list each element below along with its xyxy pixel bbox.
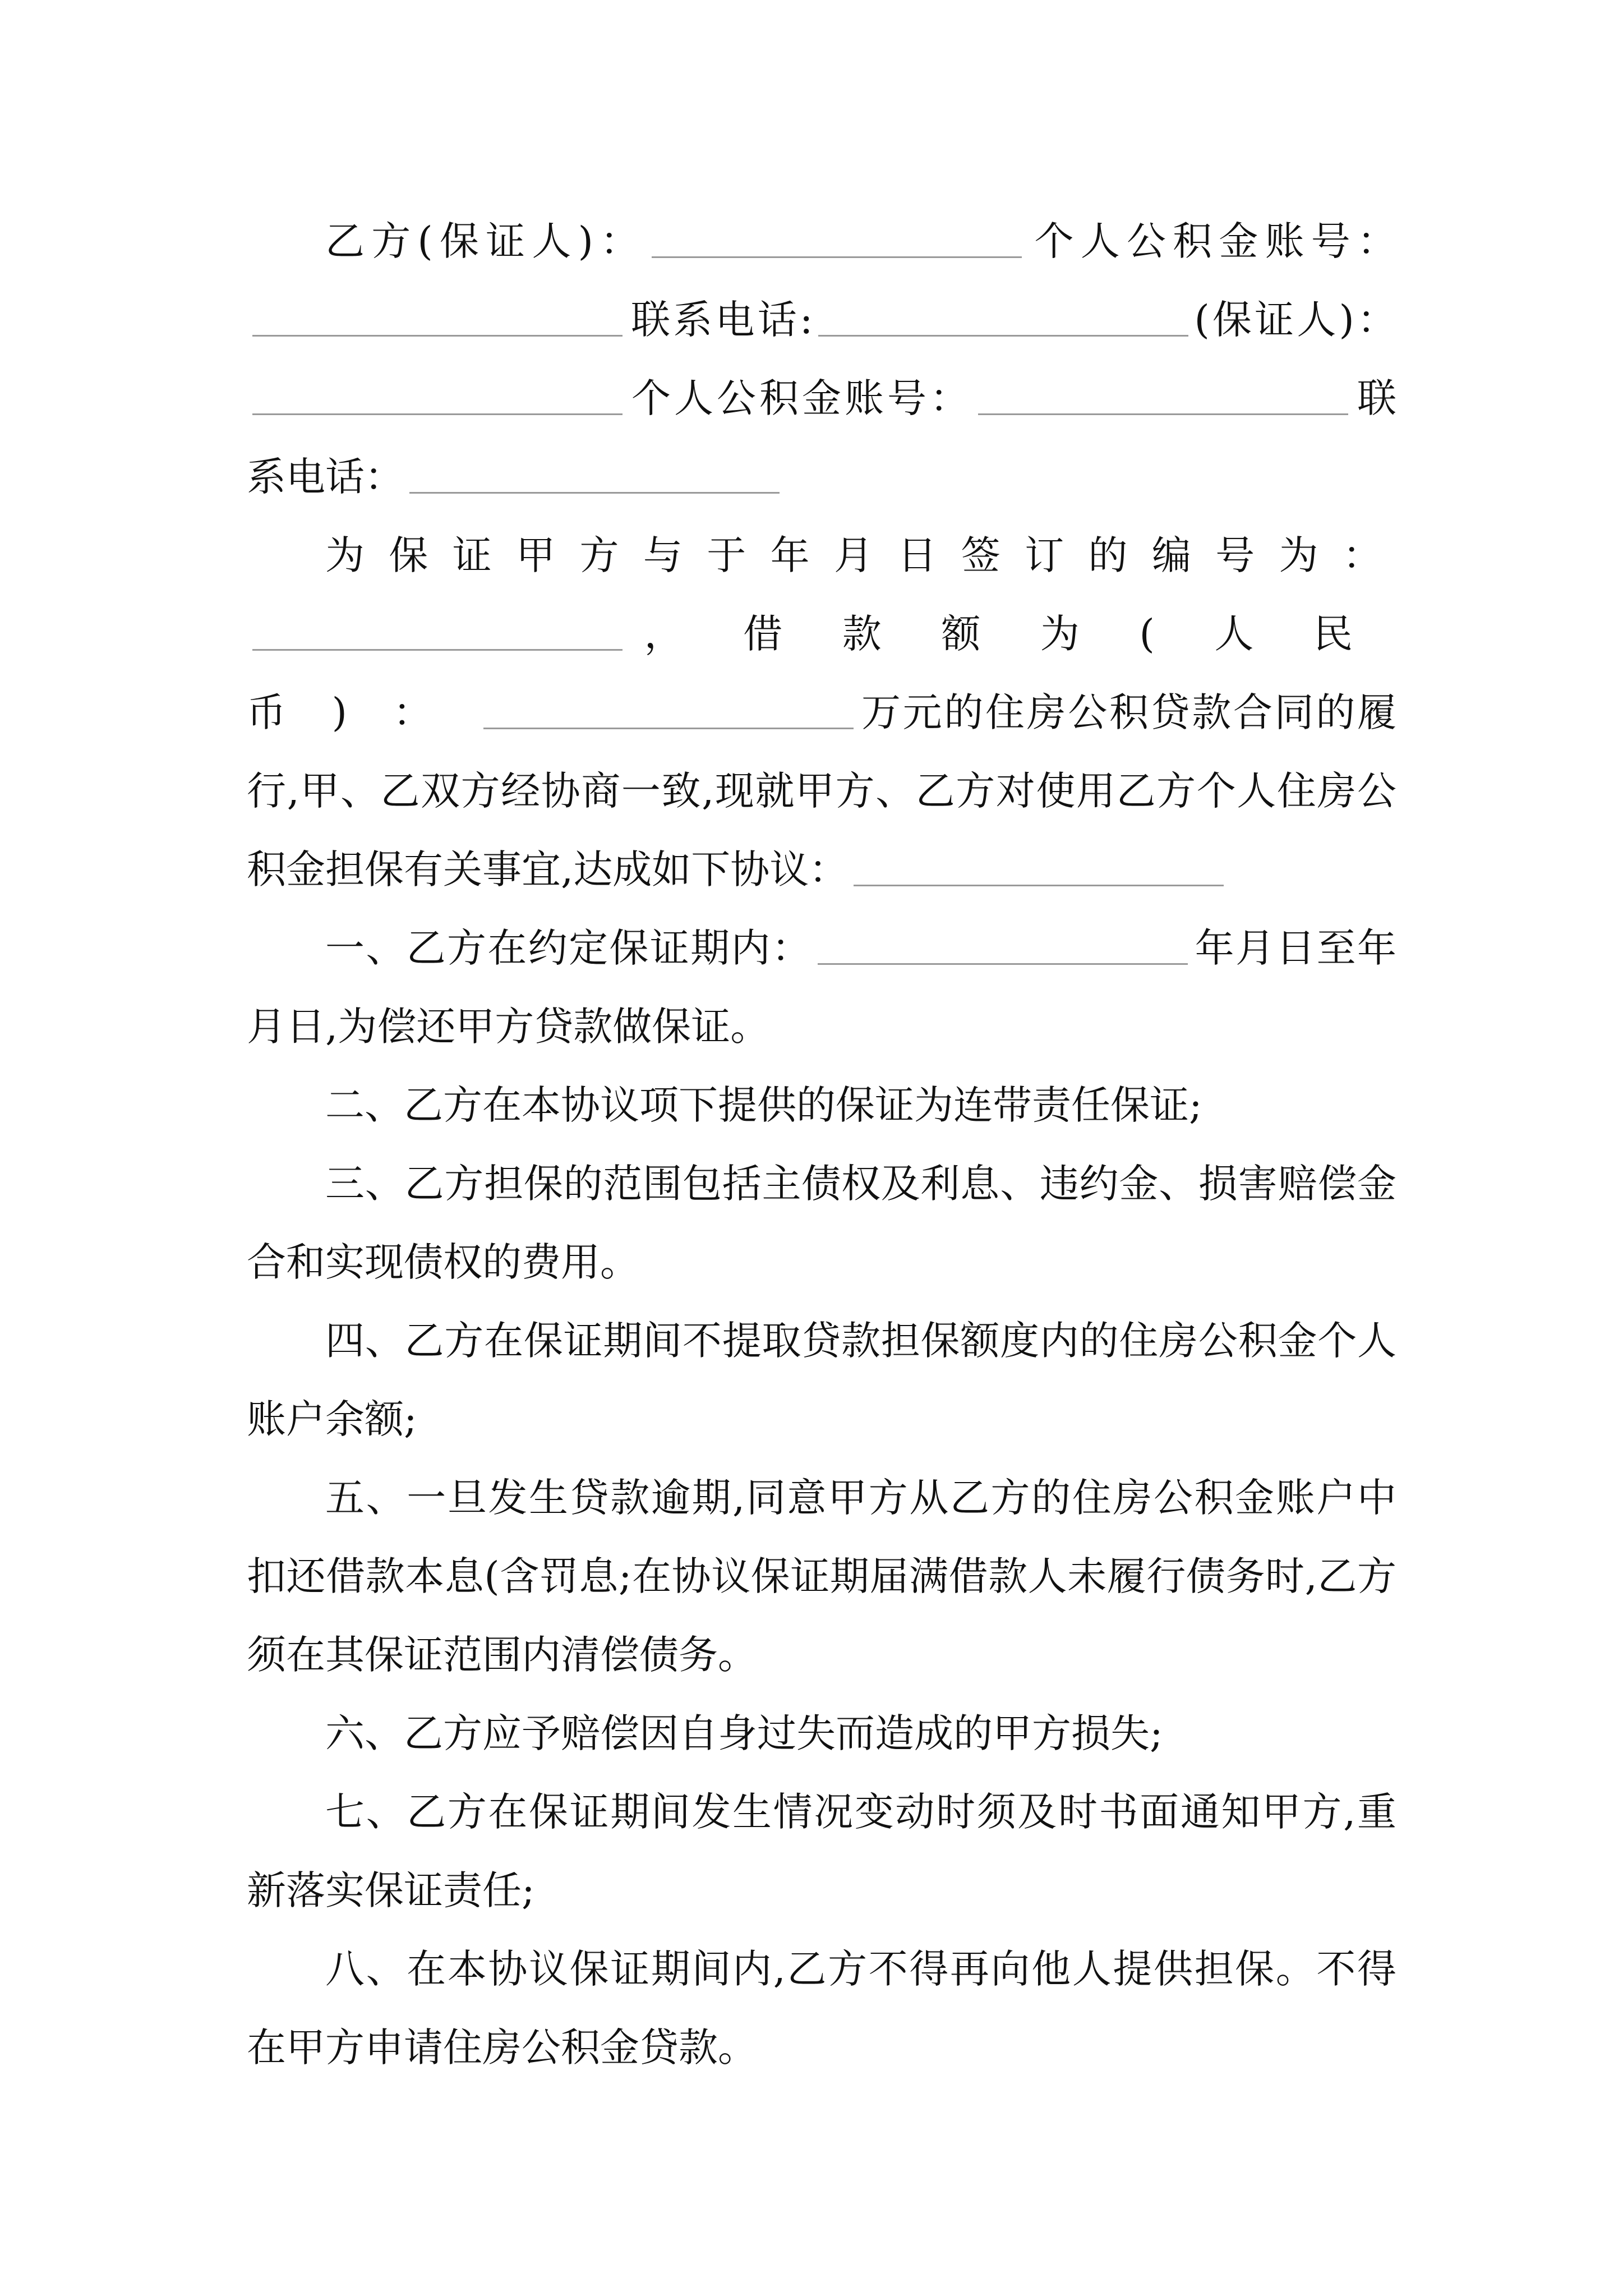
intro-agreement-text: 万元的住房公积贷款合同的履行,甲、乙双方经协商一致,现就甲方、乙方对使用乙方个人住房公积金担保有关事宜,达成如下协议： (247, 689, 1397, 892)
phone-label-1: 联系电话: (628, 297, 813, 343)
phone-label-2-a: 联 (1354, 375, 1396, 421)
guarantee-period-blank[interactable] (818, 924, 1188, 965)
clause-1-a: 一、乙方在约定保证期内： (325, 925, 813, 971)
account-number-blank-2[interactable] (978, 374, 1348, 415)
clause-1 (247, 909, 1396, 1066)
party-b-label: 乙方(保证人)： (325, 218, 647, 264)
phone-label-2-b: 系电话： (247, 454, 404, 500)
loan-amount-blank[interactable] (483, 688, 854, 729)
intro-line-1: 为保证甲方与于年月日签订的编号为： (325, 532, 1396, 578)
clause-6: 六、乙方应予赔偿因自身过失而造成的甲方损失; (325, 1710, 1163, 1756)
phone-blank-2[interactable] (409, 453, 780, 494)
clause-7: 七、乙方在保证期间发生情况变动时须及时书面通知甲方,重新落实保证责任; (247, 1789, 1396, 1913)
clause-1-b: 年月日至年月日,为偿还甲方贷款做保证。 (247, 925, 1397, 1050)
clause-2: 二、乙方在本协议项下提供的保证为连带责任保证; (325, 1082, 1202, 1128)
clause-4: 四、乙方在保证期间不提取贷款担保额度内的住房公积金个人账户余额; (247, 1318, 1396, 1442)
party-b-name-blank[interactable] (652, 217, 1022, 258)
clause-3: 三、乙方担保的范围包括主债权及利息、违约金、损害赔偿金合和实现债权的费用。 (247, 1161, 1396, 1285)
phone-blank-1[interactable] (818, 296, 1188, 337)
clause-5: 五、一旦发生贷款逾期,同意甲方从乙方的住房公积金账户中扣还借款本息(含罚息;在协议保证期届满借款人未履行债务时,乙方须在其保证范围内清偿债务。 (247, 1475, 1396, 1678)
guarantor-label: (保证人)： (1194, 297, 1396, 343)
contract-number-blank[interactable] (252, 610, 623, 651)
clause-8: 八、在本协议保证期间内,乙方不得再向他人提供担保。不得在甲方申请住房公积金贷款。 (247, 1946, 1396, 2070)
guarantor-name-blank[interactable] (252, 374, 623, 415)
intro-paragraph (247, 516, 1396, 909)
account-number-blank-1[interactable] (252, 296, 623, 337)
intro-loan-amount-label: ，借款额为(人民币)： (247, 611, 1396, 735)
agreement-blank[interactable] (854, 845, 1224, 886)
account-label-1: 个人公积金账号： (1027, 218, 1396, 264)
document-page (247, 202, 1396, 2087)
guarantor-info (247, 202, 1396, 516)
account-label-2: 个人公积金账号： (628, 375, 972, 421)
